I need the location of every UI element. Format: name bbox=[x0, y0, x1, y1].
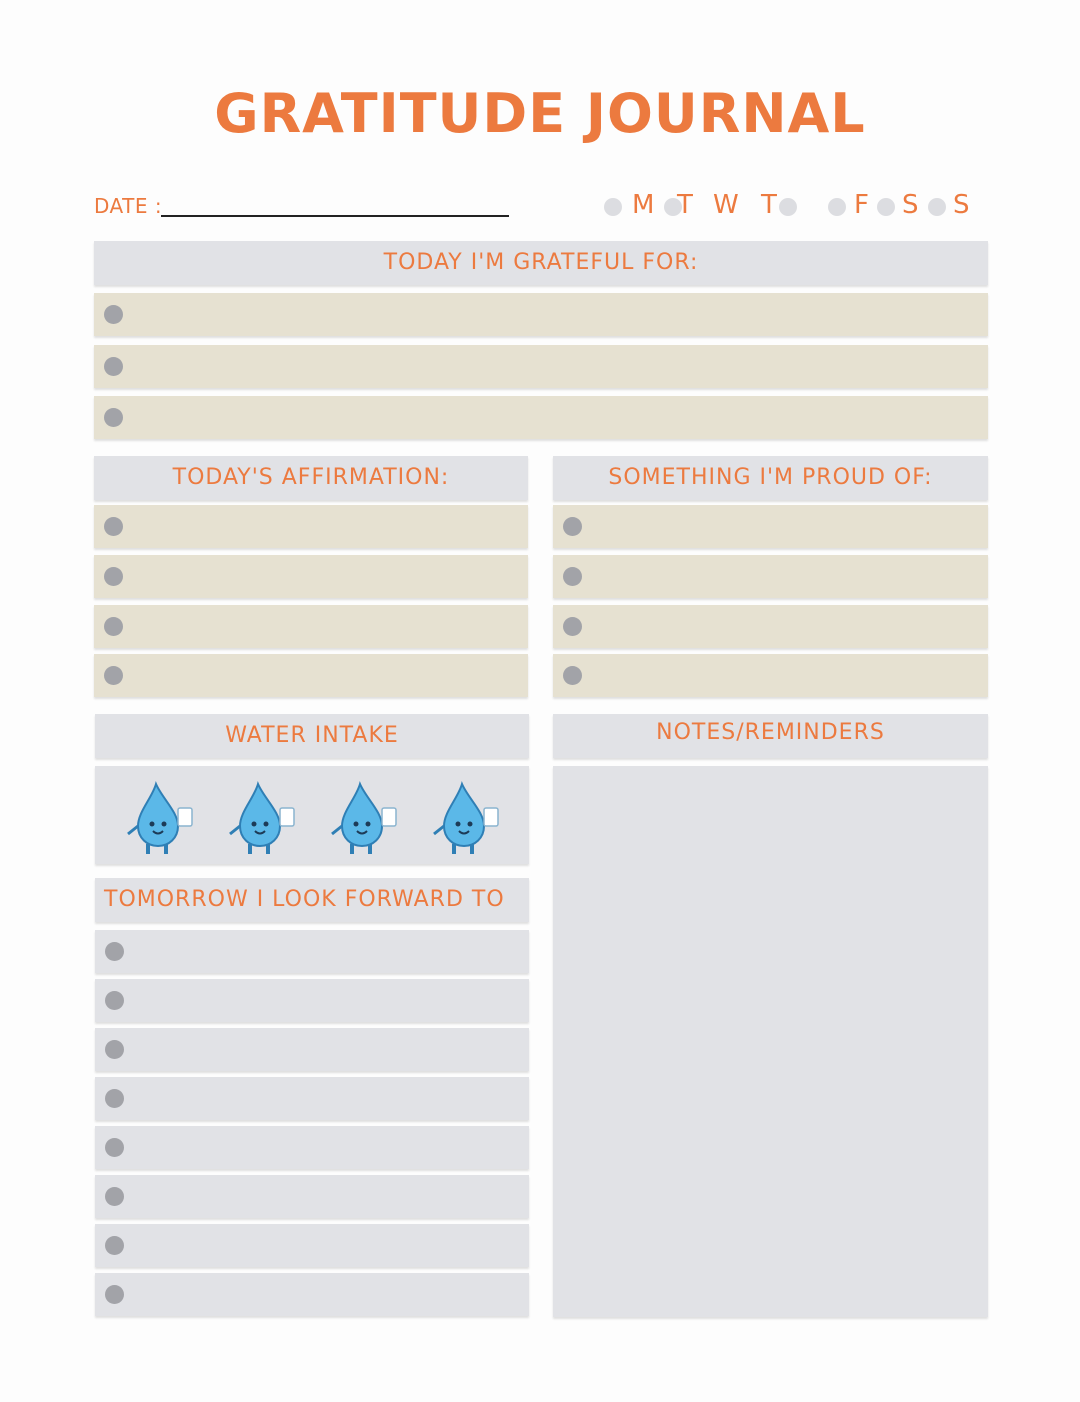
tomorrow-line[interactable] bbox=[95, 1175, 529, 1218]
affirmation-line[interactable] bbox=[94, 605, 528, 648]
bullet-icon bbox=[104, 617, 123, 636]
water-header: WATER INTAKE bbox=[95, 714, 529, 758]
proud-line[interactable] bbox=[553, 654, 988, 697]
weekday-wed[interactable]: W bbox=[713, 190, 739, 220]
weekday-sat[interactable]: S bbox=[902, 190, 919, 220]
day-dot[interactable] bbox=[928, 198, 946, 216]
affirmation-line[interactable] bbox=[94, 505, 528, 548]
water-drop-icon[interactable] bbox=[122, 778, 198, 856]
bullet-icon bbox=[104, 305, 123, 324]
bullet-icon bbox=[105, 1285, 124, 1304]
date-label: DATE : bbox=[94, 194, 163, 218]
proud-line[interactable] bbox=[553, 555, 988, 598]
tomorrow-line[interactable] bbox=[95, 930, 529, 973]
bullet-icon bbox=[105, 1089, 124, 1108]
weekday-mon[interactable]: M bbox=[632, 190, 655, 220]
tomorrow-header: TOMORROW I LOOK FORWARD TO bbox=[95, 878, 529, 922]
tomorrow-line[interactable] bbox=[95, 1077, 529, 1120]
bullet-icon bbox=[563, 567, 582, 586]
affirmation-line[interactable] bbox=[94, 654, 528, 697]
tomorrow-line[interactable] bbox=[95, 979, 529, 1022]
notes-header: NOTES/REMINDERS bbox=[553, 714, 988, 758]
bullet-icon bbox=[104, 408, 123, 427]
bullet-icon bbox=[104, 517, 123, 536]
affirmation-line[interactable] bbox=[94, 555, 528, 598]
bullet-icon bbox=[563, 617, 582, 636]
grateful-line[interactable] bbox=[94, 293, 988, 336]
weekday-fri[interactable]: F bbox=[854, 190, 869, 220]
grateful-line[interactable] bbox=[94, 345, 988, 388]
tomorrow-line[interactable] bbox=[95, 1224, 529, 1267]
water-drop-icon[interactable] bbox=[224, 778, 300, 856]
weekday-sun[interactable]: S bbox=[953, 190, 970, 220]
day-dot[interactable] bbox=[828, 198, 846, 216]
bullet-icon bbox=[105, 1040, 124, 1059]
water-drop-icon[interactable] bbox=[428, 778, 504, 856]
tomorrow-line[interactable] bbox=[95, 1126, 529, 1169]
date-input-line[interactable] bbox=[161, 215, 509, 217]
affirmation-header: TODAY'S AFFIRMATION: bbox=[94, 456, 528, 500]
bullet-icon bbox=[105, 1187, 124, 1206]
day-dot[interactable] bbox=[604, 198, 622, 216]
page-title: GRATITUDE JOURNAL bbox=[214, 82, 866, 145]
notes-area[interactable] bbox=[553, 766, 988, 1317]
grateful-line[interactable] bbox=[94, 396, 988, 439]
proud-line[interactable] bbox=[553, 605, 988, 648]
weekday-tue[interactable]: T bbox=[677, 190, 693, 220]
proud-header: SOMETHING I'M PROUD OF: bbox=[553, 456, 988, 500]
bullet-icon bbox=[104, 666, 123, 685]
bullet-icon bbox=[104, 357, 123, 376]
tomorrow-line[interactable] bbox=[95, 1273, 529, 1316]
bullet-icon bbox=[105, 1138, 124, 1157]
bullet-icon bbox=[104, 567, 123, 586]
bullet-icon bbox=[105, 1236, 124, 1255]
water-drop-icon[interactable] bbox=[326, 778, 402, 856]
bullet-icon bbox=[563, 517, 582, 536]
bullet-icon bbox=[105, 942, 124, 961]
day-dot[interactable] bbox=[779, 198, 797, 216]
weekday-thu[interactable]: T bbox=[761, 190, 777, 220]
grateful-header: TODAY I'M GRATEFUL FOR: bbox=[94, 241, 988, 285]
bullet-icon bbox=[105, 991, 124, 1010]
proud-line[interactable] bbox=[553, 505, 988, 548]
bullet-icon bbox=[563, 666, 582, 685]
day-dot[interactable] bbox=[877, 198, 895, 216]
tomorrow-line[interactable] bbox=[95, 1028, 529, 1071]
